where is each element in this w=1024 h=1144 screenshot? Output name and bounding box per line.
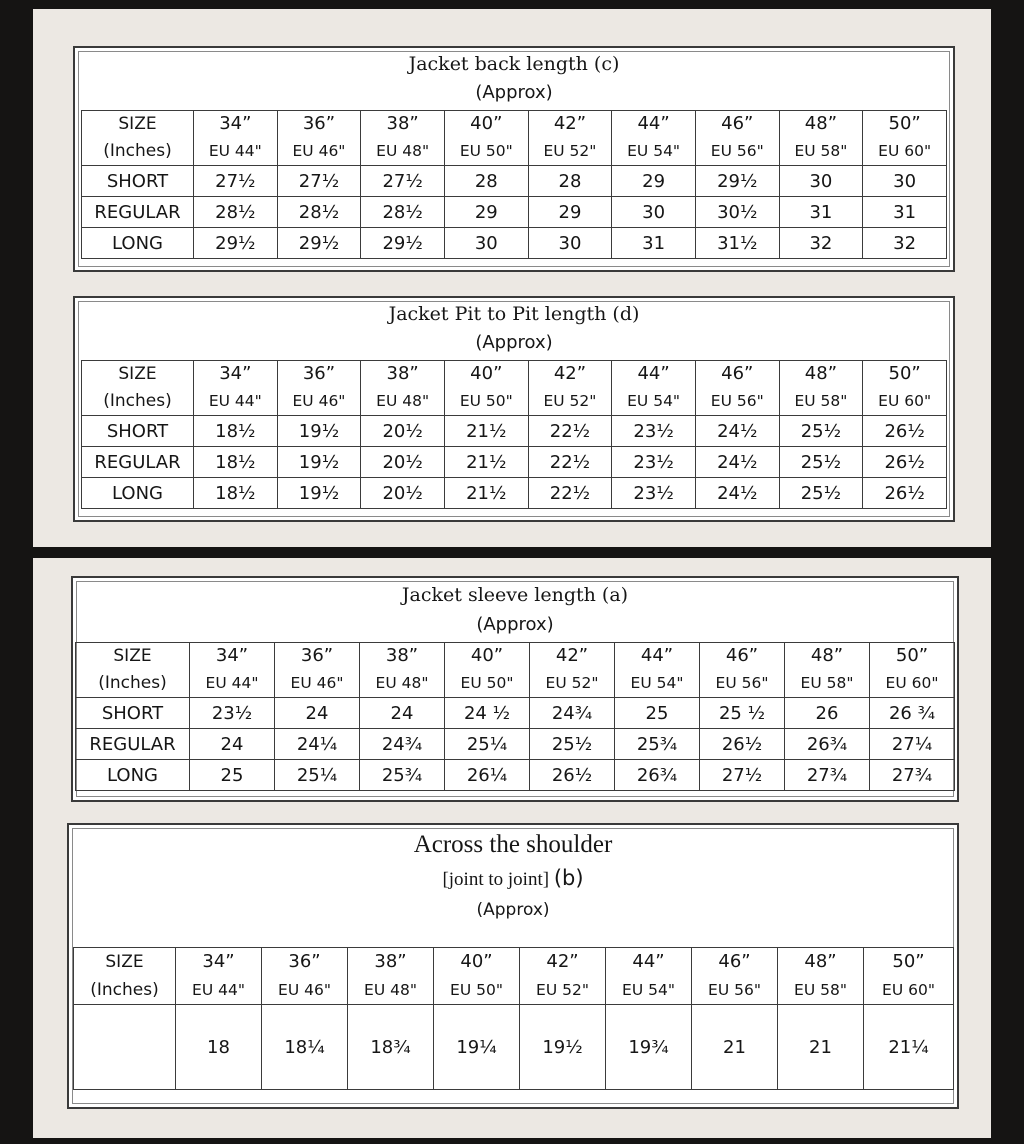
eu-size-cell: EU 46" (262, 976, 348, 1005)
pit-to-pit-title: Jacket Pit to Pit length (d) (388, 303, 640, 325)
measurement-cell: 22½ (528, 478, 612, 509)
measurement-cell: 28½ (277, 197, 361, 228)
shoulder-value-cell: 18 (176, 1005, 262, 1090)
measurement-cell: 28 (444, 166, 528, 197)
back-length-grid (81, 110, 947, 259)
measurement-cell: 29½ (361, 228, 445, 259)
eu-size-cell: EU 52" (528, 137, 612, 166)
eu-size-cell: EU 56" (695, 137, 779, 166)
measurement-cell: 24¼ (275, 729, 360, 760)
measurement-cell: 26 ¾ (870, 698, 955, 729)
measurement-cell: 25½ (530, 729, 615, 760)
eu-size-cell: EU 50" (444, 387, 528, 416)
measurement-cell: 29½ (194, 228, 278, 259)
eu-size-cell: EU 60" (870, 669, 955, 698)
measurement-cell: 25¼ (275, 760, 360, 791)
measurement-cell: 31½ (695, 228, 779, 259)
measurement-cell: 31 (779, 197, 863, 228)
eu-size-cell: EU 58" (779, 137, 863, 166)
size-cell: 44” (612, 111, 696, 138)
measurement-cell: 27¾ (785, 760, 870, 791)
sleeve-length-table (71, 576, 959, 802)
measurement-cell: 25¾ (360, 760, 445, 791)
back-length-approx: (Approx) (475, 82, 553, 103)
size-cell: 34” (194, 111, 278, 138)
shoulder-table (67, 823, 959, 1109)
shoulder-value-cell: 18¼ (262, 1005, 348, 1090)
size-cell: 36” (277, 361, 361, 388)
eu-size-cell: EU 52" (528, 387, 612, 416)
eu-size-cell: EU 50" (434, 976, 520, 1005)
back-length-title: Jacket back length (c) (408, 53, 620, 75)
size-cell: 40” (434, 948, 520, 977)
measurement-cell: 30 (444, 228, 528, 259)
size-cell: 38” (348, 948, 434, 977)
eu-size-cell: EU 44" (194, 387, 278, 416)
measurement-cell: 26 (785, 698, 870, 729)
measurement-cell: 24 (360, 698, 445, 729)
size-cell: 36” (275, 643, 360, 670)
size-cell: 48” (785, 643, 870, 670)
eu-size-cell: EU 52" (520, 976, 606, 1005)
row-label: SHORT (82, 416, 194, 447)
row-label: SHORT (76, 698, 190, 729)
row-label: SHORT (82, 166, 194, 197)
measurement-cell: 30 (779, 166, 863, 197)
shoulder-value-cell: 19¾ (606, 1005, 692, 1090)
measurement-cell: 32 (863, 228, 947, 259)
measurement-cell: 24 (190, 729, 275, 760)
eu-size-cell: EU 56" (700, 669, 785, 698)
shoulder-value-cell: 21 (692, 1005, 778, 1090)
size-cell: 34” (194, 361, 278, 388)
measurement-cell: 25½ (779, 478, 863, 509)
measurement-cell: 24½ (695, 416, 779, 447)
eu-size-cell: EU 56" (695, 387, 779, 416)
eu-size-cell: EU 58" (779, 387, 863, 416)
measurement-cell: 30 (528, 228, 612, 259)
measurement-cell: 18½ (194, 447, 278, 478)
sleeve-length-approx: (Approx) (476, 614, 554, 635)
measurement-cell: 30 (612, 197, 696, 228)
measurement-cell: 24 (275, 698, 360, 729)
top-panel (33, 9, 991, 547)
measurement-cell: 18½ (194, 478, 278, 509)
measurement-cell: 26¼ (445, 760, 530, 791)
size-cell: 46” (695, 361, 779, 388)
measurement-cell: 24 ½ (445, 698, 530, 729)
measurement-cell: 30 (863, 166, 947, 197)
shoulder-value-cell: 18¾ (348, 1005, 434, 1090)
size-cell: 42” (520, 948, 606, 977)
bottom-panel (33, 558, 991, 1138)
eu-size-cell: EU 60" (863, 387, 947, 416)
size-cell: 46” (692, 948, 778, 977)
size-cell: 48” (779, 361, 863, 388)
size-cell: 50” (863, 111, 947, 138)
measurement-cell: 24¾ (360, 729, 445, 760)
measurement-cell: 25½ (779, 416, 863, 447)
size-cell: 40” (444, 111, 528, 138)
measurement-cell: 20½ (361, 416, 445, 447)
eu-size-cell: EU 44" (194, 137, 278, 166)
measurement-cell: 26½ (863, 416, 947, 447)
inches-header: (Inches) (74, 976, 176, 1005)
eu-size-cell: EU 48" (348, 976, 434, 1005)
eu-size-cell: EU 46" (275, 669, 360, 698)
measurement-cell: 29 (528, 197, 612, 228)
pit-to-pit-approx: (Approx) (475, 332, 553, 353)
measurement-cell: 28 (528, 166, 612, 197)
measurement-cell: 26½ (863, 447, 947, 478)
measurement-cell: 19½ (277, 416, 361, 447)
size-cell: 42” (530, 643, 615, 670)
eu-size-cell: EU 44" (176, 976, 262, 1005)
measurement-cell: 25¾ (615, 729, 700, 760)
eu-size-cell: EU 56" (692, 976, 778, 1005)
measurement-cell: 31 (863, 197, 947, 228)
row-label: LONG (82, 478, 194, 509)
measurement-cell: 29 (444, 197, 528, 228)
pit-to-pit-table (73, 296, 955, 522)
eu-size-cell: EU 60" (863, 137, 947, 166)
size-cell: 44” (615, 643, 700, 670)
eu-size-cell: EU 54" (612, 387, 696, 416)
eu-size-cell: EU 60" (864, 976, 954, 1005)
measurement-cell: 22½ (528, 447, 612, 478)
shoulder-approx: (Approx) (476, 900, 550, 920)
size-cell: 42” (528, 111, 612, 138)
inches-header: (Inches) (76, 669, 190, 698)
pit-to-pit-grid (81, 360, 947, 509)
measurement-cell: 27¼ (870, 729, 955, 760)
size-cell: 44” (612, 361, 696, 388)
eu-size-cell: EU 52" (530, 669, 615, 698)
measurement-cell: 23½ (612, 478, 696, 509)
size-cell: 38” (360, 643, 445, 670)
measurement-cell: 21½ (444, 478, 528, 509)
size-header: SIZE (74, 948, 176, 977)
measurement-cell: 20½ (361, 478, 445, 509)
measurement-cell: 20½ (361, 447, 445, 478)
eu-size-cell: EU 48" (360, 669, 445, 698)
shoulder-subtitle (69, 863, 957, 895)
row-label: REGULAR (82, 197, 194, 228)
measurement-cell: 29½ (695, 166, 779, 197)
eu-size-cell: EU 58" (778, 976, 864, 1005)
inches-header: (Inches) (82, 387, 194, 416)
measurement-cell: 27½ (361, 166, 445, 197)
back-length-table (73, 46, 955, 272)
inches-header: (Inches) (82, 137, 194, 166)
measurement-cell: 30½ (695, 197, 779, 228)
size-cell: 46” (700, 643, 785, 670)
eu-size-cell: EU 54" (612, 137, 696, 166)
empty-label-cell (74, 1005, 176, 1090)
row-label: REGULAR (82, 447, 194, 478)
eu-size-cell: EU 48" (361, 137, 445, 166)
measurement-cell: 22½ (528, 416, 612, 447)
eu-size-cell: EU 50" (444, 137, 528, 166)
measurement-cell: 25 (615, 698, 700, 729)
measurement-cell: 27½ (194, 166, 278, 197)
measurement-cell: 27½ (277, 166, 361, 197)
size-cell: 50” (864, 948, 954, 977)
eu-size-cell: EU 54" (615, 669, 700, 698)
measurement-cell: 24¾ (530, 698, 615, 729)
measurement-cell: 31 (612, 228, 696, 259)
measurement-cell: 24½ (695, 478, 779, 509)
size-cell: 48” (779, 111, 863, 138)
size-cell: 40” (445, 643, 530, 670)
measurement-cell: 25¼ (445, 729, 530, 760)
measurement-cell: 26¾ (785, 729, 870, 760)
size-cell: 38” (361, 361, 445, 388)
eu-size-cell: EU 48" (361, 387, 445, 416)
measurement-cell: 19½ (277, 447, 361, 478)
shoulder-subtitle-code: (b) (553, 866, 584, 890)
eu-size-cell: EU 50" (445, 669, 530, 698)
size-cell: 40” (444, 361, 528, 388)
measurement-cell: 23½ (612, 416, 696, 447)
shoulder-grid (73, 947, 954, 1090)
measurement-cell: 26½ (863, 478, 947, 509)
measurement-cell: 27¾ (870, 760, 955, 791)
size-cell: 48” (778, 948, 864, 977)
measurement-cell: 28½ (194, 197, 278, 228)
size-cell: 44” (606, 948, 692, 977)
shoulder-title: Across the shoulder (413, 831, 613, 858)
shoulder-value-cell: 21 (778, 1005, 864, 1090)
measurement-cell: 28½ (361, 197, 445, 228)
measurement-cell: 25 (190, 760, 275, 791)
measurement-cell: 29 (612, 166, 696, 197)
size-cell: 46” (695, 111, 779, 138)
measurement-cell: 26¾ (615, 760, 700, 791)
measurement-cell: 26½ (530, 760, 615, 791)
measurement-cell: 27½ (700, 760, 785, 791)
size-cell: 34” (176, 948, 262, 977)
size-header: SIZE (76, 643, 190, 670)
shoulder-value-cell: 19½ (520, 1005, 606, 1090)
measurement-cell: 21½ (444, 416, 528, 447)
sleeve-length-title: Jacket sleeve length (a) (401, 584, 629, 606)
eu-size-cell: EU 58" (785, 669, 870, 698)
eu-size-cell: EU 54" (606, 976, 692, 1005)
size-cell: 50” (863, 361, 947, 388)
measurement-cell: 23½ (612, 447, 696, 478)
size-cell: 36” (262, 948, 348, 977)
sleeve-length-grid (75, 642, 955, 791)
eu-size-cell: EU 46" (277, 387, 361, 416)
size-cell: 34” (190, 643, 275, 670)
size-cell: 36” (277, 111, 361, 138)
size-header: SIZE (82, 111, 194, 138)
measurement-cell: 32 (779, 228, 863, 259)
measurement-cell: 19½ (277, 478, 361, 509)
eu-size-cell: EU 46" (277, 137, 361, 166)
measurement-cell: 23½ (190, 698, 275, 729)
measurement-cell: 21½ (444, 447, 528, 478)
measurement-cell: 26½ (700, 729, 785, 760)
size-cell: 38” (361, 111, 445, 138)
shoulder-subtitle-main: [joint to joint] (442, 869, 550, 890)
measurement-cell: 18½ (194, 416, 278, 447)
measurement-cell: 25 ½ (700, 698, 785, 729)
row-label: REGULAR (76, 729, 190, 760)
shoulder-value-cell: 21¼ (864, 1005, 954, 1090)
size-cell: 50” (870, 643, 955, 670)
shoulder-value-cell: 19¼ (434, 1005, 520, 1090)
size-cell: 42” (528, 361, 612, 388)
eu-size-cell: EU 44" (190, 669, 275, 698)
measurement-cell: 25½ (779, 447, 863, 478)
size-header: SIZE (82, 361, 194, 388)
row-label: LONG (76, 760, 190, 791)
measurement-cell: 24½ (695, 447, 779, 478)
measurement-cell: 29½ (277, 228, 361, 259)
row-label: LONG (82, 228, 194, 259)
